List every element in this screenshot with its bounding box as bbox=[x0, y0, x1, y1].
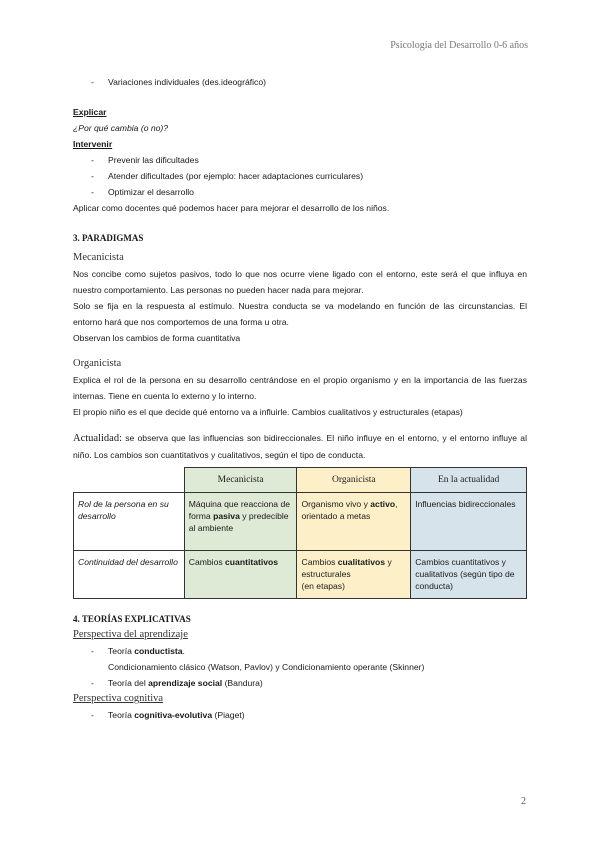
running-header: Psicología del Desarrollo 0-6 años bbox=[390, 40, 528, 51]
list-item: - Prevenir las dificultades bbox=[91, 155, 199, 165]
table-header: Organicista bbox=[297, 468, 411, 493]
paragraph: Nos concibe como sujetos pasivos, todo lo que nos ocurre viene ligado con el entorno, este será el que influya en nuestro comportamiento. Las personas no pueden hacer nada para mejorar. bbox=[73, 269, 527, 295]
table-header: En la actualidad bbox=[411, 468, 527, 493]
explicar-heading: Explicar bbox=[73, 107, 107, 117]
cognitiva-heading: Perspectiva cognitiva bbox=[73, 693, 164, 704]
page-content bbox=[73, 74, 527, 723]
table-header: Mecanicista bbox=[184, 468, 297, 493]
paragraph: Observan los cambios de forma cuantitativa bbox=[73, 333, 241, 343]
aprendizaje-heading: Perspectiva del aprendizaje bbox=[73, 629, 188, 640]
list-item: - Teoría del aprendizaje social (Bandura) bbox=[91, 678, 263, 688]
paragraph: Solo se fija en la respuesta al estímulo. Nuestra conducta se va modelando en función de las circunstancias. El entorno hará que nos comportemos de una forma u otra. bbox=[73, 301, 527, 327]
paradigms-table bbox=[73, 467, 527, 599]
mecanicista-heading: Mecanicista bbox=[73, 252, 124, 263]
paragraph: El propio niño es el que decide qué entorno va a influirle. Cambios cualitativos y estructurales (etapas) bbox=[73, 407, 463, 417]
list-item: - Teoría cognitiva-evolutiva (Piaget) bbox=[91, 710, 245, 720]
section-heading-teorias: 4. TEORÍAS EXPLICATIVAS bbox=[73, 614, 191, 624]
intervenir-heading: Intervenir bbox=[73, 139, 113, 149]
table-row: Rol de la persona en su desarrollo Máquina que reacciona de forma pasiva y predecible al ambiente Organismo vivo y activo, orientado a metas Influencias bidireccionales bbox=[74, 493, 527, 551]
paragraph: Explica el rol de la persona en su desarrollo centrándose en el propio organismo y en la importancia de las fuerzas internas. Tiene en cuenta lo externo y lo interno. bbox=[73, 375, 527, 401]
section-heading-paradigmas: 3. PARADIGMAS bbox=[73, 233, 144, 243]
intervenir-closing: Aplicar como docentes qué podemos hacer para mejorar el desarrollo de los niños. bbox=[73, 203, 390, 213]
actualidad-paragraph: Actualidad: se observa que las influencias son bidireccionales. El niño influye en el entorno, y el entorno influye al niño. Los cambios son cuantitativos y cualitativos, según el tipo de conducta. bbox=[73, 433, 527, 460]
list-item: - Optimizar el desarrollo bbox=[91, 187, 194, 197]
table-row: Continuidad del desarrollo Cambios cuantitativos Cambios cualitativos y estructurales (en etapas) Cambios cuantitativos y cualitativos (según tipo de conducta) bbox=[74, 551, 527, 599]
organicista-heading: Organicista bbox=[73, 358, 122, 369]
list-item: - Atender dificultades (por ejemplo: hacer adaptaciones curriculares) bbox=[91, 171, 364, 181]
list-subitem: Condicionamiento clásico (Watson, Pavlov) y Condicionamiento operante (Skinner) bbox=[108, 662, 425, 672]
explicar-question: ¿Por qué cambia (o no)? bbox=[73, 123, 169, 133]
list-item: - Teoría conductista. bbox=[91, 646, 185, 656]
list-item: - Variaciones individuales (des.ideográfico) bbox=[91, 77, 266, 87]
page-number: 2 bbox=[521, 796, 526, 807]
